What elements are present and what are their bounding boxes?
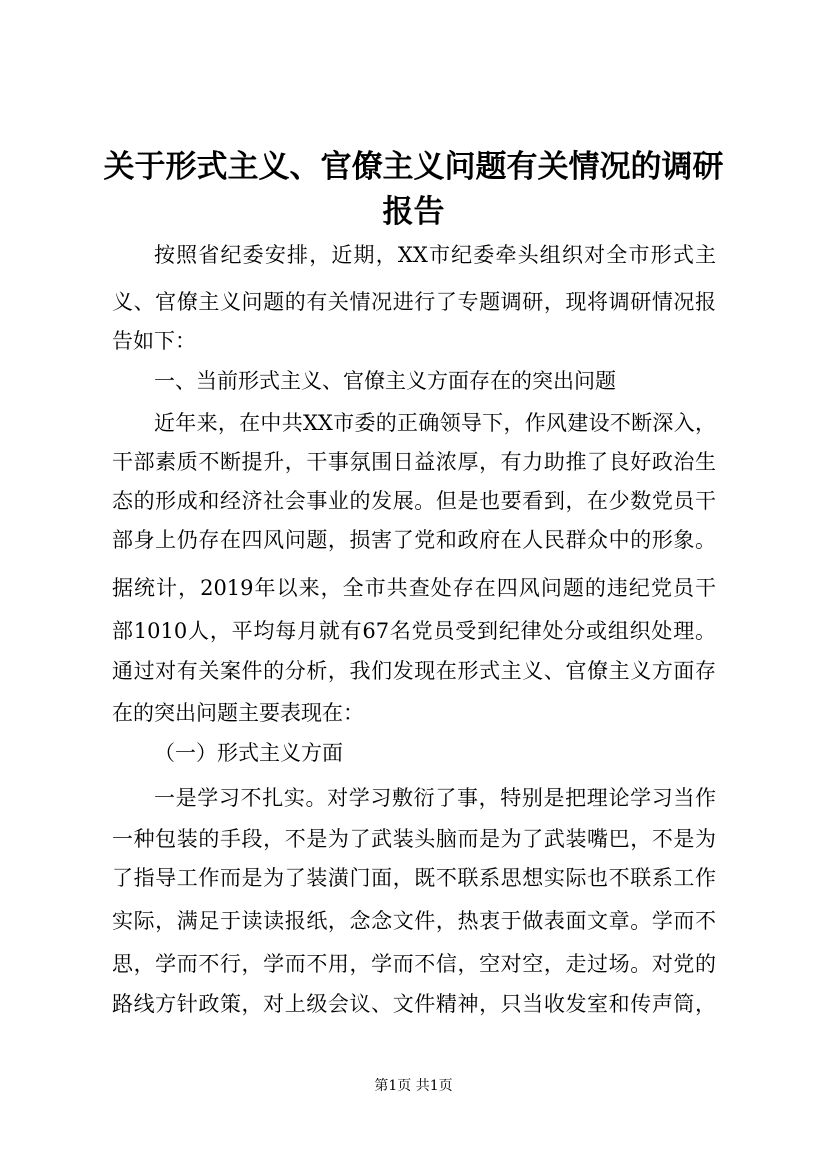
page-footer: 第1页 共1页 xyxy=(374,1078,453,1094)
paragraph-line: 按照省纪委安排，近期，XX市纪委牵头组织对全市形式主 xyxy=(154,243,716,267)
paragraph-line: 了指导工作而是为了装潢门面，既不联系思想实际也不联系工作 xyxy=(112,866,716,890)
paragraph-line: 告如下： xyxy=(112,329,196,353)
paragraph-line: 一种包装的手段，不是为了武装头脑而是为了武装嘴巴，不是为 xyxy=(112,827,716,851)
paragraph-line: 思，学而不行，学而不用，学而不信，空对空，走过场。对党的 xyxy=(112,952,716,976)
paragraph-line: 部1010人，平均每月就有67名党员受到纪律处分或组织处理。 xyxy=(112,619,716,643)
paragraph-line: 义、官僚主义问题的有关情况进行了专题调研，现将调研情况报 xyxy=(112,290,716,314)
document-title-line-2: 报告 xyxy=(382,194,445,230)
paragraph-line: 实际，满足于读读报纸，念念文件，热衷于做表面文章。学而不 xyxy=(112,909,716,933)
section-heading: 一、当前形式主义、官僚主义方面存在的突出问题 xyxy=(154,369,616,393)
paragraph-line: 干部素质不断提升，干事氛围日益浓厚，有力助推了良好政治生 xyxy=(112,450,716,474)
document-title-line-1: 关于形式主义、官僚主义问题有关情况的调研 xyxy=(103,149,724,185)
paragraph-line: 部身上仍存在四风问题，损害了党和政府在人民群众中的形象。 xyxy=(112,528,716,552)
paragraph-line: 在的突出问题主要表现在： xyxy=(112,701,364,725)
paragraph-line: 通过对有关案件的分析，我们发现在形式主义、官僚主义方面存 xyxy=(112,659,716,683)
paragraph-line: 路线方针政策，对上级会议、文件精神，只当收发室和传声筒， xyxy=(112,992,716,1016)
subsection-heading: （一）形式主义方面 xyxy=(154,741,343,765)
paragraph-line: 据统计，2019年以来，全市共查处存在四风问题的违纪党员干 xyxy=(112,576,716,600)
paragraph-line: 一是学习不扎实。对学习敷衍了事，特别是把理论学习当作 xyxy=(154,786,716,810)
paragraph-line: 态的形成和经济社会事业的发展。但是也要看到，在少数党员干 xyxy=(112,489,716,513)
paragraph-line: 近年来，在中共XX市委的正确领导下，作风建设不断深入， xyxy=(154,411,716,435)
